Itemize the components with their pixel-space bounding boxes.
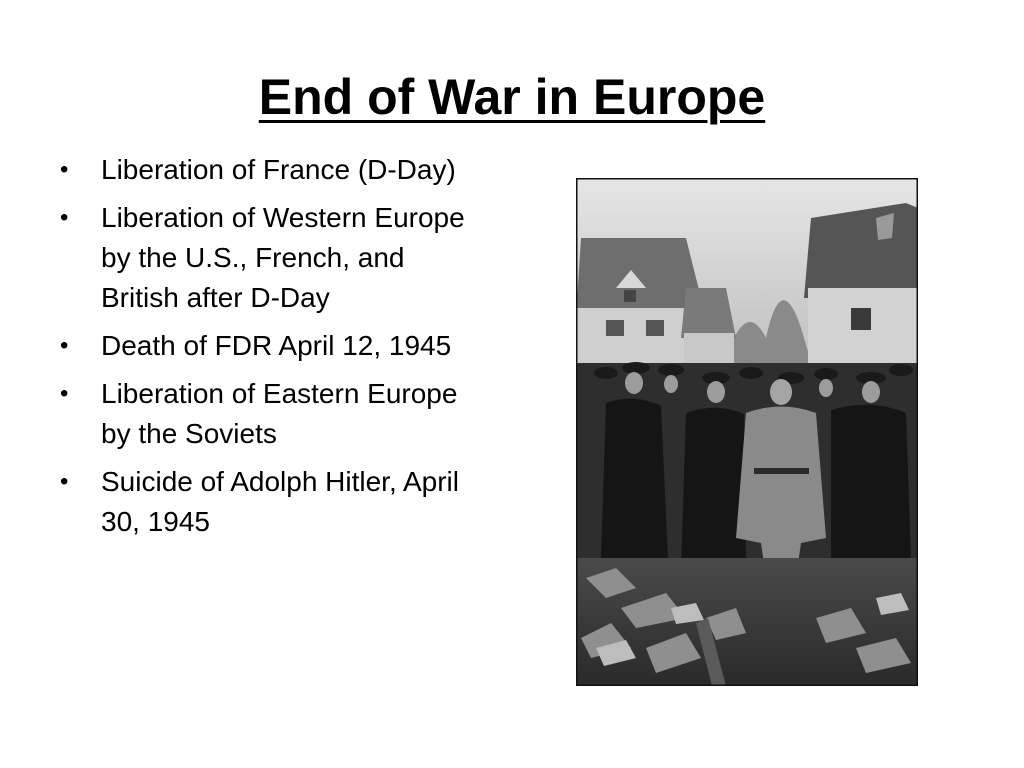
historical-photo — [576, 178, 918, 686]
bullet-dot: • — [60, 332, 69, 359]
slide-title: End of War in Europe — [258, 69, 766, 125]
bullet-dot: • — [60, 204, 69, 231]
bullet-dot: • — [60, 156, 69, 183]
bullet-text: Death of FDR April 12, 1945 — [101, 330, 452, 361]
bullet-list — [60, 150, 470, 550]
bullet-text: Suicide of Adolph Hitler, April 30, 1945 — [101, 466, 459, 537]
bullet-item — [60, 326, 470, 366]
bullet-item — [60, 198, 470, 318]
photo-illustration-icon — [576, 178, 918, 686]
bullet-item — [60, 150, 470, 190]
bullet-text: Liberation of France (D-Day) — [101, 154, 456, 185]
bullet-dot: • — [60, 468, 69, 495]
bullet-item — [60, 462, 470, 542]
bullet-text: Liberation of Western Europe by the U.S., French, and British after D-Day — [101, 202, 465, 313]
bullet-item — [60, 374, 470, 454]
bullet-dot: • — [60, 380, 69, 407]
bullet-text: Liberation of Eastern Europe by the Soviets — [101, 378, 458, 449]
